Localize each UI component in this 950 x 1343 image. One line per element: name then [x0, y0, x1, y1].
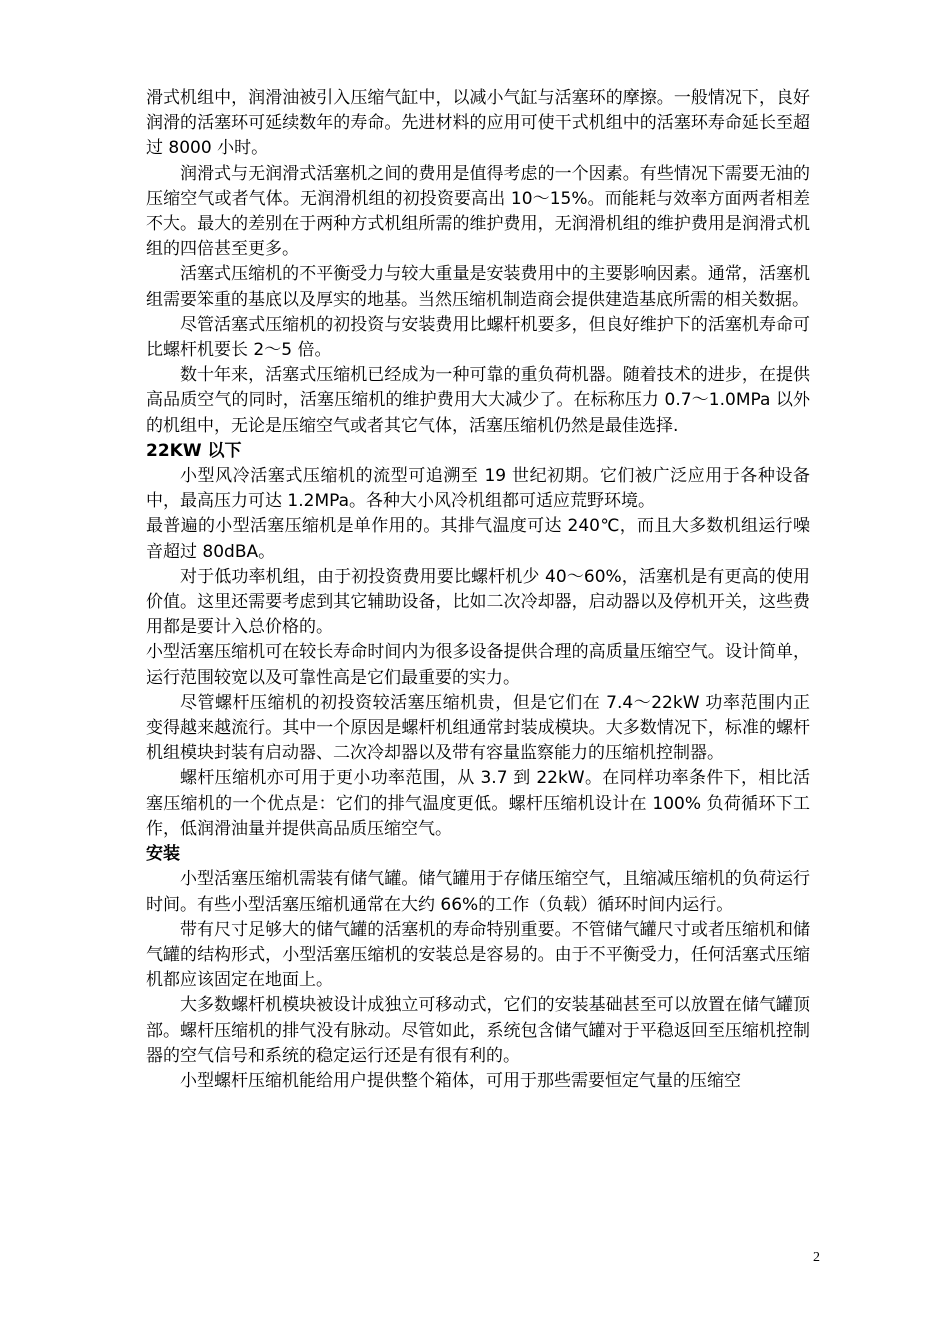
paragraph-5: 数十年来，活塞式压缩机已经成为一种可靠的重负荷机器。随着技术的进步，在提供高品质空气的同时，活塞压缩机的维护费用大大减少了。在标称压力 0.7～1.0MPa 以外的机组中，无论是压缩空气或者其它气体，活塞压缩机仍然是最佳选择.: [146, 365, 810, 436]
paragraph-3: 活塞式压缩机的不平衡受力与较大重量是安装费用中的主要影响因素。通常，活塞机组需要笨重的基底以及厚实的地基。当然压缩机制造商会提供建造基底所需的相关数据。: [146, 264, 810, 310]
paragraph-13: 带有尺寸足够大的储气罐的活塞机的寿命特别重要。不管储气罐尺寸或者压缩机和储气罐的结构形式，小型活塞压缩机的安装总是容易的。由于不平衡受力，任何活塞式压缩机都应该固定在地面上。: [146, 919, 810, 991]
paragraph-8: 对于低功率机组，由于初投资费用要比螺杆机少 40～60%，活塞机是有更高的使用价值。这里还需要考虑到其它辅助设备，比如二次冷却器，启动器以及停机开关，这些费用都是要计入总价格的。: [146, 566, 810, 638]
paragraph-14: 大多数螺杆机模块被设计成独立可移动式，它们的安装基础甚至可以放置在储气罐顶部。螺杆压缩机的排气没有脉动。尽管如此，系统包含储气罐对于平稳返回至压缩机控制器的空气信号和系统的稳定运行还是有很有利的。: [146, 995, 810, 1066]
paragraph-1: 滑式机组中，润滑油被引入压缩气缸中，以减小气缸与活塞环的摩擦。一般情况下，良好润滑的活塞环可延续数年的寿命。先进材料的应用可使干式机组中的活塞环寿命延长至超过 8000 小时。: [146, 88, 810, 159]
document-body: [146, 86, 810, 1094]
paragraph-15: 小型螺杆压缩机能给用户提供整个箱体，可用于那些需要恒定气量的压缩空: [180, 1070, 741, 1091]
paragraph-2: 润滑式与无润滑式活塞机之间的费用是值得考虑的一个因素。有些情况下需要无油的压缩空气或者气体。无润滑机组的初投资要高出 10～15%。而能耗与效率方面两者相差不大。最大的差别在于两种方式机组所需的维护费用，无润滑机组的维护费用是润滑式机组的四倍甚至更多。: [146, 163, 810, 260]
section-heading-installation: 安装: [146, 844, 180, 865]
section-heading-22kw: 22KW 以下: [146, 440, 242, 461]
paragraph-6: 小型风冷活塞式压缩机的流型可追溯至 19 世纪初期。它们被广泛应用于各种设备中，最高压力可达 1.2MPa。各种大小风冷机组都可适应荒野环境。: [146, 466, 810, 512]
paragraph-12: 小型活塞压缩机需装有储气罐。储气罐用于存储压缩空气，且缩减压缩机的负荷运行时间。有些小型活塞压缩机通常在大约 66%的工作（负载）循环时间内运行。: [146, 869, 810, 915]
paragraph-4: 尽管活塞式压缩机的初投资与安装费用比螺杆机要多，但良好维护下的活塞机寿命可比螺杆机要长 2～5 倍。: [146, 314, 810, 361]
paragraph-11: 螺杆压缩机亦可用于更小功率范围，从 3.7 到 22kW。在同样功率条件下，相比活塞压缩机的一个优点是：它们的排气温度更低。螺杆压缩机设计在 100% 负荷循环下工作，低润滑油量并提供高品质压缩空气。: [146, 768, 811, 839]
paragraph-9: 小型活塞压缩机可在较长寿命时间内为很多设备提供合理的高质量压缩空气。设计简单，运行范围较宽以及可靠性高是它们最重要的实力。: [146, 642, 810, 688]
page-number: 2: [813, 1250, 820, 1265]
paragraph-10: 尽管螺杆压缩机的初投资较活塞压缩机贵，但是它们在 7.4～22kW 功率范围内正变得越来越流行。其中一个原因是螺杆机组通常封装成模块。大多数情况下，标准的螺杆机组模块封装有启动器、二次冷却器以及带有容量监察能力的压缩机控制器。: [146, 692, 810, 764]
paragraph-7: 最普遍的小型活塞压缩机是单作用的。其排气温度可达 240℃，而且大多数机组运行噪音超过 80dBA。: [146, 516, 810, 562]
